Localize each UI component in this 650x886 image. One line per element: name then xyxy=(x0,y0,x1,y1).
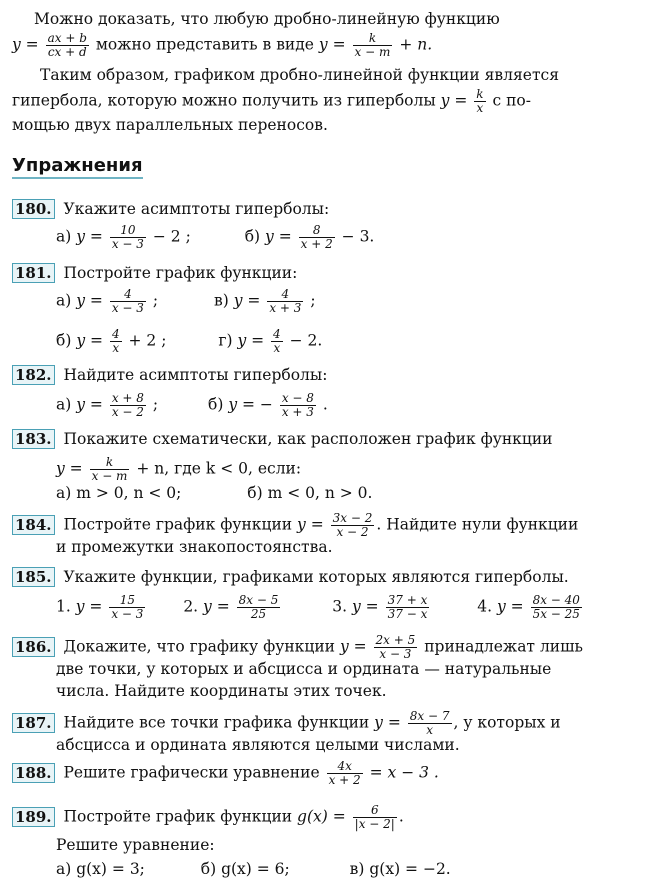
exercise-text: Постройте график функции xyxy=(63,515,293,534)
exercise-182-options xyxy=(56,392,328,419)
math-y: y = xyxy=(297,515,324,534)
numerator: 4 xyxy=(267,288,303,302)
exercise-text: принадлежат лишь xyxy=(424,637,583,656)
exercise-text: Найдите асимптоты гиперболы: xyxy=(63,366,328,384)
fraction xyxy=(331,512,375,539)
fraction xyxy=(408,710,452,737)
exercise-text: , у которых и xyxy=(453,713,561,732)
exercise-number: 189. xyxy=(12,807,55,827)
exercise-text: Докажите, что графику функции xyxy=(63,637,335,656)
numerator: 8x − 5 xyxy=(238,593,279,607)
numerator: 37 + x xyxy=(387,593,428,607)
exercise-text: Найдите все точки графика функции xyxy=(63,713,370,732)
fraction xyxy=(271,328,283,355)
numerator: 4 xyxy=(110,288,146,302)
option-v: в) g(x) = −2. xyxy=(349,860,451,878)
denominator: 5x − 25 xyxy=(532,607,580,621)
intro-line-2 xyxy=(12,32,432,59)
denominator: |x − 2| xyxy=(354,817,395,831)
fraction xyxy=(299,224,335,251)
fraction xyxy=(110,392,146,419)
exercise-189 xyxy=(12,804,404,831)
math-tail: . xyxy=(398,807,404,826)
numerator: 10 xyxy=(110,224,146,238)
math-tail: − 3. xyxy=(341,227,375,246)
denominator: cx + d xyxy=(47,45,87,59)
fraction xyxy=(531,594,582,621)
math-tail: + n. xyxy=(399,35,433,54)
exercise-187 xyxy=(12,710,561,737)
section-heading: Упражнения xyxy=(12,155,143,179)
option-label: 3. xyxy=(332,597,348,616)
numerator: 8 xyxy=(299,224,335,238)
exercise-text: Решите графически уравнение xyxy=(63,763,320,782)
exercise-189-options xyxy=(56,858,451,880)
exercise-text: . Найдите нули функции xyxy=(376,515,579,534)
math-y: y = xyxy=(496,597,524,616)
fraction-k-x xyxy=(474,88,485,115)
intro-line-4 xyxy=(12,88,531,115)
intro-text: Таким образом, графиком дробно-линейной функции является xyxy=(40,66,559,84)
math-y: y = xyxy=(76,331,103,350)
exercise-number: 187. xyxy=(12,713,55,733)
numerator: k xyxy=(90,456,130,470)
math-y: y = xyxy=(76,227,103,246)
numerator: 8x − 40 xyxy=(532,593,580,607)
exercise-number: 184. xyxy=(12,515,55,535)
option-label: а) xyxy=(56,395,72,414)
denominator: x xyxy=(273,341,281,355)
math-y: y = xyxy=(318,35,346,54)
math-y: y = xyxy=(265,227,292,246)
numerator: 4x xyxy=(327,760,363,774)
math-y: y = xyxy=(12,35,39,54)
exercise-187-line2 xyxy=(56,734,460,756)
math-tail: ; xyxy=(310,291,316,310)
exercise-186-line3 xyxy=(56,680,387,702)
exercise-number: 186. xyxy=(12,637,55,657)
denominator: x xyxy=(476,101,484,115)
math-y: y = − xyxy=(228,395,273,414)
option-b: б) m < 0, n > 0. xyxy=(247,484,373,502)
math-y: y = xyxy=(76,395,103,414)
fraction xyxy=(280,392,316,419)
option-label: 4. xyxy=(477,597,493,616)
intro-line-5 xyxy=(12,114,328,136)
denominator: x − 3 xyxy=(379,647,412,661)
exercise-text: Постройте график функции: xyxy=(63,264,298,282)
fraction xyxy=(109,594,145,621)
math-y: y = xyxy=(352,597,379,616)
exercise-184 xyxy=(12,512,578,539)
denominator: x xyxy=(426,723,434,737)
math-y: y = xyxy=(440,91,468,110)
exercise-188 xyxy=(12,760,439,787)
numerator: 15 xyxy=(109,594,145,608)
numerator: x − 8 xyxy=(281,391,314,405)
exercise-number: 185. xyxy=(12,567,55,587)
math-y: y = xyxy=(203,597,230,616)
denominator: 37 − x xyxy=(387,607,428,621)
option-b: б) g(x) = 6; xyxy=(200,860,290,878)
option-label: 1. xyxy=(56,597,71,616)
fraction xyxy=(386,594,430,621)
exercise-181-row1 xyxy=(56,288,316,315)
denominator: x + 3 xyxy=(281,405,314,419)
exercise-180-options xyxy=(56,224,374,251)
numerator: 3x − 2 xyxy=(332,511,373,525)
fraction xyxy=(110,288,146,315)
math-tail: + n, где k < 0, если: xyxy=(136,459,302,478)
option-a: а) g(x) = 3; xyxy=(56,860,145,878)
math-tail: . xyxy=(322,395,328,414)
exercise-186 xyxy=(12,634,583,661)
option-label: в) xyxy=(213,291,229,310)
intro-text: гипербола, которую можно получить из гиперболы xyxy=(12,91,436,110)
exercise-number: 180. xyxy=(12,199,55,219)
exercise-text: и промежутки знакопостоянства. xyxy=(56,538,333,556)
fraction xyxy=(267,288,303,315)
numerator: 4 xyxy=(111,327,120,341)
intro-text: мощью двух параллельных переносов. xyxy=(12,116,328,134)
denominator: x − m xyxy=(354,45,391,59)
math-y: y = xyxy=(56,459,83,478)
denominator: 25 xyxy=(250,607,267,621)
math-y: y = xyxy=(237,331,265,350)
math-tail: ; xyxy=(152,291,159,310)
intro-text: Можно доказать, что любую дробно-линейную функцию xyxy=(34,10,500,28)
math-y: y = xyxy=(75,597,103,616)
exercise-181-row2 xyxy=(56,328,322,355)
denominator: x + 2 xyxy=(300,237,333,251)
exercise-183-options xyxy=(56,482,372,504)
numerator: k xyxy=(476,87,484,101)
option-label: б) xyxy=(244,227,261,246)
exercise-183-line2 xyxy=(56,456,301,483)
fraction-ax-b xyxy=(46,32,89,59)
option-label: а) xyxy=(56,291,72,310)
intro-text: можно представить в виде xyxy=(95,35,314,54)
exercise-number: 188. xyxy=(12,763,55,783)
denominator: x − 3 xyxy=(111,301,144,315)
numerator: 6 xyxy=(353,804,397,818)
exercise-text: абсцисса и ордината являются целыми числами. xyxy=(56,736,460,754)
fraction xyxy=(110,224,146,251)
fraction xyxy=(110,328,122,355)
exercise-184-line2 xyxy=(56,536,333,558)
fraction xyxy=(90,456,130,483)
fraction xyxy=(327,760,363,787)
math-tail: = x − 3 . xyxy=(369,763,439,782)
exercise-189-solve xyxy=(56,834,215,856)
denominator: x − 2 xyxy=(111,405,144,419)
exercise-text: две точки, у которых и абсцисса и ордината — натуральные xyxy=(56,660,552,678)
denominator: x + 2 xyxy=(328,773,361,787)
exercise-number: 183. xyxy=(12,429,55,449)
math-tail: ; xyxy=(152,395,159,414)
denominator: x − m xyxy=(91,469,128,483)
denominator: x xyxy=(112,341,120,355)
numerator: 4 xyxy=(273,327,281,341)
math-y: y = xyxy=(374,713,401,732)
exercise-180 xyxy=(12,198,329,220)
exercise-text: Укажите асимптоты гиперболы: xyxy=(63,200,330,218)
option-label: 2. xyxy=(183,597,199,616)
intro-line-3 xyxy=(40,64,559,86)
math-y: y = xyxy=(233,291,261,310)
intro-line-1 xyxy=(34,8,638,30)
math-g: g(x) = xyxy=(297,807,346,826)
exercise-text: Покажите схематически, как расположен график функции xyxy=(63,430,553,448)
math-y: y = xyxy=(339,637,367,656)
denominator: x − 2 xyxy=(336,525,369,539)
numerator: ax + b xyxy=(47,31,87,45)
intro-text: с по- xyxy=(492,91,531,110)
fraction-k xyxy=(353,32,393,59)
numerator: k xyxy=(353,32,393,46)
option-label: б) xyxy=(56,331,72,350)
numerator: x + 8 xyxy=(111,391,144,405)
exercise-text: Укажите функции, графиками которых являются гиперболы. xyxy=(63,568,569,586)
denominator: x + 3 xyxy=(269,301,302,315)
option-label: б) xyxy=(207,395,224,414)
exercise-number: 182. xyxy=(12,365,55,385)
exercise-183 xyxy=(12,428,552,450)
denominator: x − 3 xyxy=(111,237,144,251)
math-tail: − 2 ; xyxy=(152,227,191,246)
numerator: 2x + 5 xyxy=(375,633,416,647)
exercise-182 xyxy=(12,364,327,386)
fraction xyxy=(374,634,418,661)
math-y: y = xyxy=(76,291,103,310)
exercise-text: Постройте график функции xyxy=(63,807,293,826)
exercise-186-line2 xyxy=(56,658,551,680)
option-label: а) xyxy=(56,227,72,246)
fraction xyxy=(353,804,397,831)
fraction xyxy=(237,594,281,621)
denominator: x − 3 xyxy=(111,607,144,621)
exercise-text: Решите уравнение: xyxy=(56,836,215,854)
exercise-185-options xyxy=(56,594,584,621)
exercise-number: 181. xyxy=(12,263,55,283)
option-label: г) xyxy=(218,331,233,350)
exercise-181 xyxy=(12,262,297,284)
exercise-185 xyxy=(12,566,569,588)
math-tail: − 2. xyxy=(289,331,323,350)
option-a: а) m > 0, n < 0; xyxy=(56,484,182,502)
numerator: 8x − 7 xyxy=(409,709,450,723)
math-tail: + 2 ; xyxy=(128,331,167,350)
exercise-text: числа. Найдите координаты этих точек. xyxy=(56,682,387,700)
